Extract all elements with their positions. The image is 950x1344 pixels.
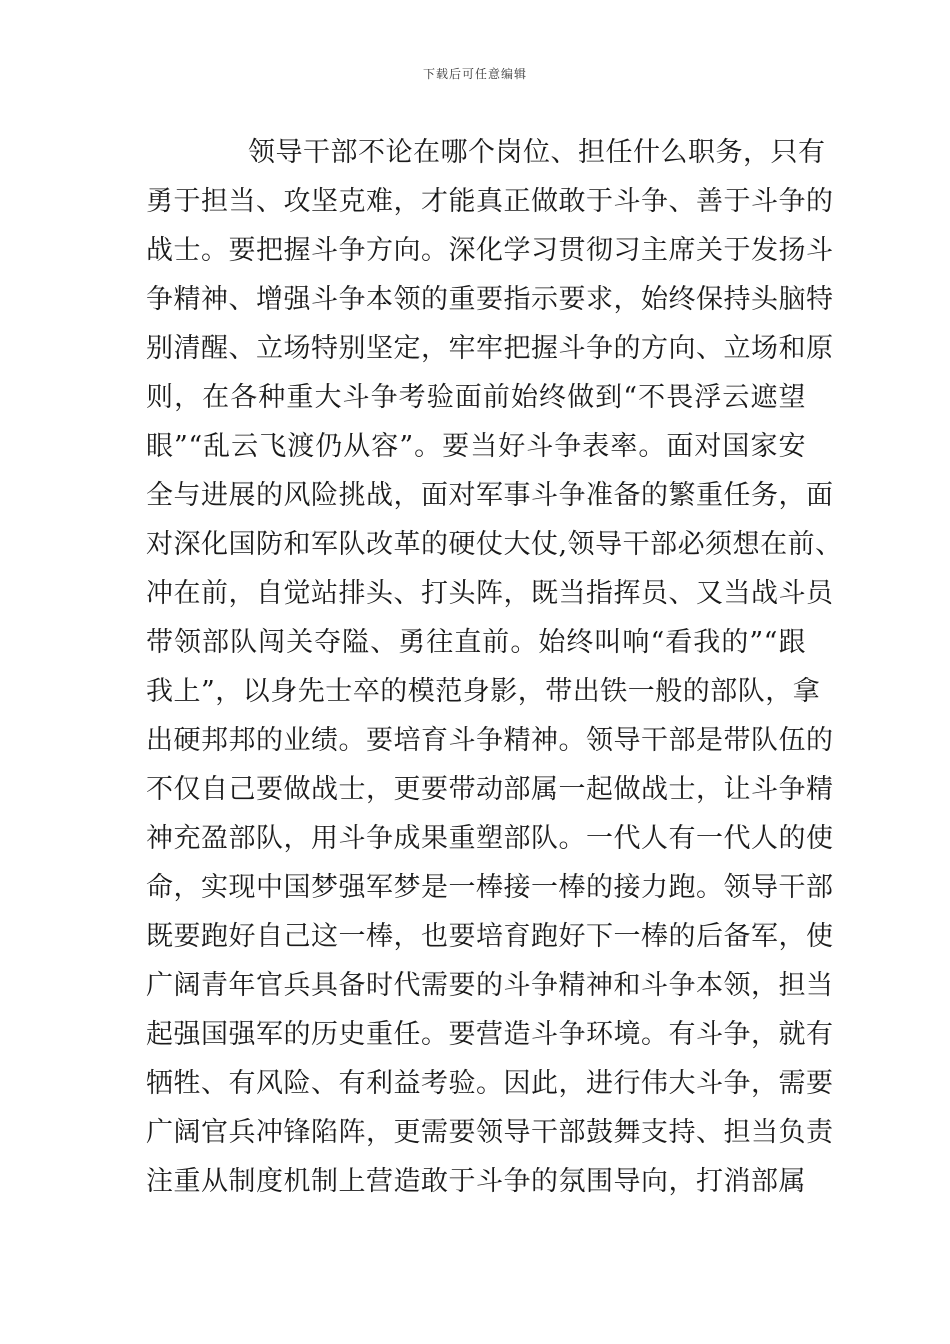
paragraph-line: 神充盈部队，用斗争成果重塑部队。一代人有一代人的使: [146, 823, 834, 854]
paragraph-line: 别清醒、立场特别坚定，牢牢把握斗争的方向、立场和原: [146, 333, 834, 364]
paragraph-line: 对深化国防和军队改革的硬仗大仗,领导干部必须想在前、: [146, 529, 843, 560]
paragraph-line: 冲在前，自觉站排头、打头阵，既当指挥员、又当战斗员: [146, 578, 834, 609]
paragraph-line: 注重从制度机制上营造敢于斗争的氛围导向，打消部属: [146, 1166, 806, 1197]
page-header-note: 下载后可任意编辑: [422, 67, 527, 81]
paragraph-line: 广阔官兵冲锋陷阵，更需要领导干部鼓舞支持、担当负责: [146, 1117, 834, 1148]
paragraph-line: 全与进展的风险挑战，面对军事斗争准备的繁重任务，面: [146, 480, 834, 511]
paragraph-line: 争精神、增强斗争本领的重要指示要求，始终保持头脑特: [146, 284, 834, 315]
document-body: [146, 128, 843, 1206]
paragraph-line: 带领部队闯关夺隘、勇往直前。始终叫响“看我的”“跟: [146, 627, 806, 658]
paragraph-line: 起强国强军的历史重任。要营造斗争环境。有斗争，就有: [146, 1019, 834, 1050]
paragraph-line: 眼”“乱云飞渡仍从容”。要当好斗争表率。面对国家安: [146, 431, 806, 462]
paragraph-line: 战士。要把握斗争方向。深化学习贯彻习主席关于发扬斗: [146, 235, 834, 266]
paragraph-line: 既要跑好自己这一棒，也要培育跑好下一棒的后备军，使: [146, 921, 834, 952]
paragraph-line: 勇于担当、攻坚克难，才能真正做敢于斗争、善于斗争的: [146, 186, 834, 217]
paragraph-line: 则，在各种重大斗争考验面前始终做到“不畏浮云遮望: [146, 382, 806, 413]
paragraph-line: 我上”，以身先士卒的模范身影，带出铁一般的部队，拿: [146, 676, 821, 707]
paragraph-line: 出硬邦邦的业绩。要培育斗争精神。领导干部是带队伍的: [146, 725, 834, 756]
paragraph-line: 命，实现中国梦强军梦是一棒接一棒的接力跑。领导干部: [146, 872, 834, 903]
paragraph-line: 广阔青年官兵具备时代需要的斗争精神和斗争本领，担当: [146, 970, 834, 1001]
paragraph-line: 领导干部不论在哪个岗位、担任什么职务，只有: [248, 137, 826, 168]
paragraph-line: 牺牲、有风险、有利益考验。因此，进行伟大斗争，需要: [146, 1068, 834, 1099]
paragraph-line: 不仅自己要做战士，更要带动部属一起做战士，让斗争精: [146, 774, 834, 805]
